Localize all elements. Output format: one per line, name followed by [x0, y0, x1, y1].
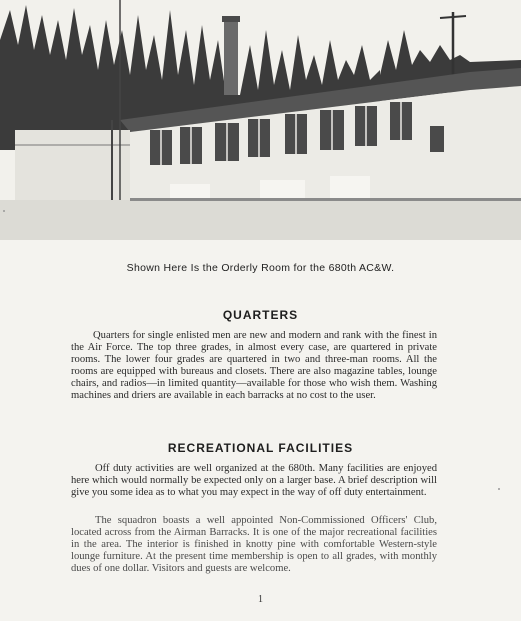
page-number: 1 [258, 594, 263, 605]
section-heading-recreational: RECREATIONAL FACILITIES [167, 441, 354, 455]
scan-speck [3, 210, 5, 212]
recreational-paragraph-2: The squadron boasts a well appointed Non-Commissioned Officers' Club, located across from the Airman Barracks. It is one of the major recreational facilities in the area. The interior is finished in knotty pine with comfortable Western-style lounge furniture. At the present time membership is open to all grades, with monthly dues of one dollar. Visitors and guests are welcome. [71, 515, 437, 574]
section-heading-quarters: QUARTERS [222, 308, 299, 322]
chimney [224, 20, 238, 95]
recreational-paragraph-1: Off duty activities are well organized at the 680th. Many facilities are enjoyed here which would normally be expected only on a larger base. A brief description will give you some idea as to what you may expect in the way of off duty entertainment. [71, 463, 437, 498]
scan-speck [498, 488, 500, 490]
orderly-room-photo [0, 0, 521, 240]
ground [0, 200, 521, 240]
quarters-paragraph: Quarters for single enlisted men are new and modern and rank with the finest in the Air Force. The top three grades, in almost every case, are quartered in private rooms. The lower four grades are quartered in two and three-man rooms. All the rooms are equipped with bureaus and closets. There are also magazine tables, lounge chairs, and radios—in limited quantity—available for those who wish them. Washing machines and driers are available in each barracks at no cost to the user. [71, 330, 437, 401]
photo-caption: Shown Here Is the Orderly Room for the 680th AC&W. [126, 262, 395, 274]
orderly-room-illustration [0, 0, 521, 240]
